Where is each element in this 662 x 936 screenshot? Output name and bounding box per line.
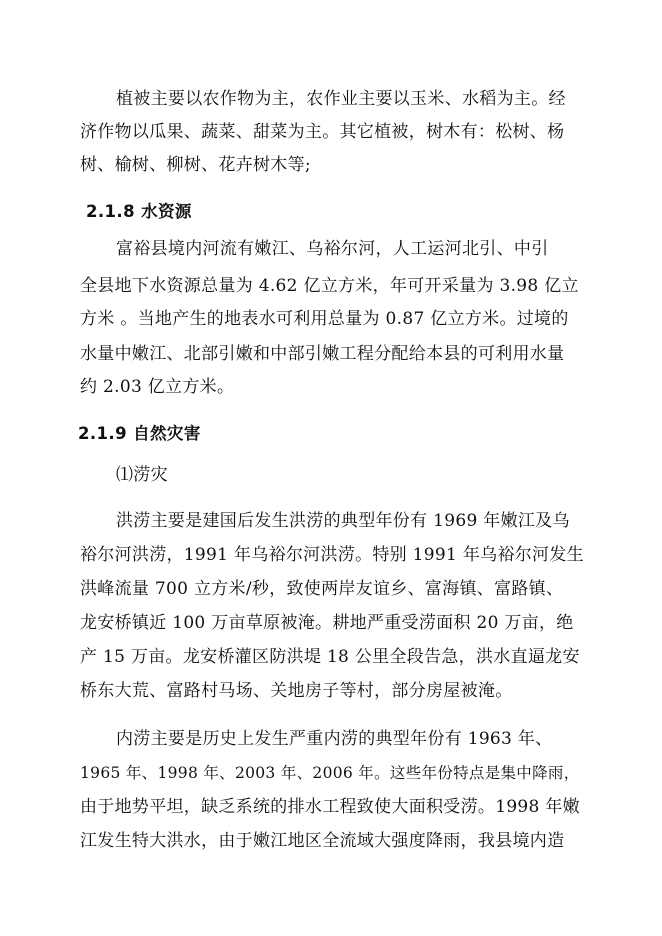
water-line-2: 全县地下水资源总量为 4.62 亿立方米，年可开采量为 3.98 亿立 [80,276,579,296]
flood-line-5: 产 15 万亩。龙安桥灌区防洪堤 18 公里全段告急，洪水直逼龙安 [80,647,580,667]
flood-line-1: 洪涝主要是建国后发生洪涝的典型年份有 1969 年嫩江及乌 [116,511,570,531]
waterlogging-line-3: 由于地势平坦，缺乏系统的排水工程致使大面积受涝。1998 年嫩 [80,797,580,817]
vegetation-line-3: 树、榆树、柳树、花卉树木等; [80,155,311,175]
waterlogging-line-4: 江发生特大洪水，由于嫩江地区全流域大强度降雨，我县境内造 [80,831,565,851]
water-line-1: 富裕县境内河流有嫩江、乌裕尔河，人工运河北引、中引 [116,239,549,259]
heading-water-resources: 2.1.8 水资源 [86,202,192,221]
flood-line-4: 龙安桥镇近 100 万亩草原被淹。耕地严重受涝面积 20 万亩，绝 [80,613,574,633]
flood-line-6: 桥东大荒、富路村马场、关地房子等村，部分房屋被淹。 [80,681,513,701]
flood-line-3: 洪峰流量 700 立方米/秒，致使两岸友谊乡、富海镇、富路镇、 [80,579,564,599]
vegetation-line-1: 植被主要以农作物为主，农作业主要以玉米、水稻为主。经 [116,89,566,109]
water-line-4: 水量中嫩江、北部引嫩和中部引嫩工程分配给本县的可利用水量 [80,344,565,364]
flood-line-2: 裕尔河洪涝，1991 年乌裕尔河洪涝。特别 1991 年乌裕尔河发生 [80,545,584,565]
heading-natural-disasters: 2.1.9 自然灾害 [78,424,201,443]
waterlogging-line-1: 内涝主要是历史上发生严重内涝的典型年份有 1963 年、 [116,729,553,749]
water-line-3: 方米 。当地产生的地表水可利用总量为 0.87 亿立方米。过境的 [80,309,569,329]
waterlogging-line-2: 1965 年、1998 年、2003 年、2006 年。这些年份特点是集中降雨， [80,764,580,782]
water-line-5: 约 2.03 亿立方米。 [80,377,235,397]
subheading-flood: ⑴涝灾 [116,465,168,485]
vegetation-line-2: 济作物以瓜果、蔬菜、甜菜为主。其它植被，树木有：松树、杨 [80,122,565,142]
